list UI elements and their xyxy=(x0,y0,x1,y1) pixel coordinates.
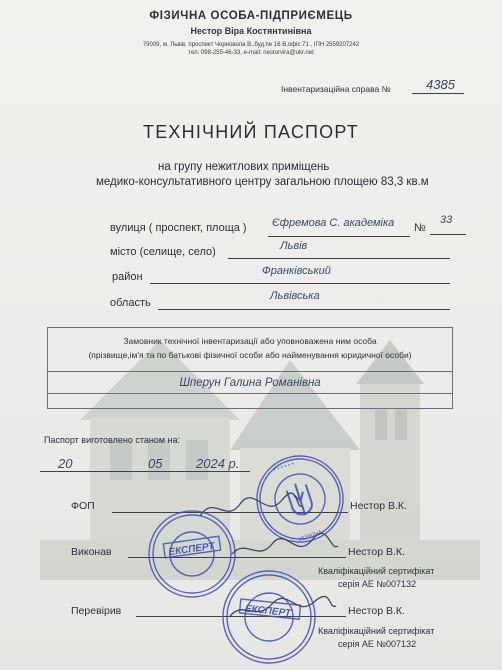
city-label: місто (селище, село) xyxy=(110,246,216,258)
customer-heading: Замовник технічної інвентаризації або уповноважена ним особа xyxy=(123,336,377,346)
inventory-number: 4385 xyxy=(426,77,455,92)
inventory-label: Інвентаризаційна справа № xyxy=(281,84,391,94)
checker-cert-1: Кваліфікаційний сертифікат xyxy=(318,626,435,636)
region-value: Львівська xyxy=(270,290,320,302)
firm-owner: Нестор Віра Костянтинівна xyxy=(190,26,312,36)
street-value: Єфремова С. академіка xyxy=(272,217,395,229)
document-subtitle-1: на групу нежитлових приміщень xyxy=(158,161,330,173)
customer-name-row xyxy=(48,371,452,394)
seal-text-top: • • • • • • xyxy=(273,461,295,474)
customer-name: Шперун Галина Романівна xyxy=(179,377,321,389)
street-underline xyxy=(268,236,410,237)
fop-name: Нестор В.К. xyxy=(350,500,407,512)
customer-header-row xyxy=(48,328,452,372)
customer-box xyxy=(47,327,453,409)
document-subtitle-2: медико-консультативного центру загальною площею 83,3 кв.м xyxy=(96,176,429,188)
executor-cert-2: серія АЕ №007132 xyxy=(338,579,417,589)
number-value: 33 xyxy=(440,214,453,226)
executor-label: Виконав xyxy=(71,546,112,558)
executor-cert-1: Кваліфікаційний сертифікат xyxy=(318,566,435,576)
date-year: 2024 р. xyxy=(196,456,240,471)
district-underline xyxy=(150,283,450,284)
checker-label: Перевірив xyxy=(71,605,122,617)
firm-address: 79009, м. Львів, проспект Чорновола В.,буд.№ 16 В,офіс 71 , ІПН 2559207242 xyxy=(142,42,360,48)
seal-country: УКРАЇНА xyxy=(297,529,324,544)
number-underline xyxy=(430,234,466,235)
region-label: область xyxy=(110,297,151,309)
street-label: вулиця ( проспект, площа ) xyxy=(110,222,247,234)
checker-cert-2: серія АЕ №007132 xyxy=(338,639,417,649)
executor-name: Нестор В.К. xyxy=(348,546,405,558)
fop-label: ФОП xyxy=(71,500,95,512)
date-underline xyxy=(40,471,250,472)
district-label: район xyxy=(112,271,143,283)
signature-checker xyxy=(226,592,338,626)
firm-title: ФІЗИЧНА ОСОБА-ПІДПРИЄМЕЦЬ xyxy=(149,10,353,22)
firm-contacts: тел. 098-255-46-33, e-mail: nestorvira@ukr.net xyxy=(188,50,314,56)
city-underline xyxy=(228,258,450,259)
prepared-label: Паспорт виготовлено станом на: xyxy=(44,435,180,445)
district-value: Франківський xyxy=(262,265,331,277)
expert-word-2: ЕКСПЕРТ xyxy=(244,603,292,620)
signature-executor xyxy=(230,532,340,566)
city-value: Львів xyxy=(280,240,308,252)
date-day: 20 xyxy=(58,456,73,471)
document-title: ТЕХНІЧНИЙ ПАСПОРТ xyxy=(143,122,359,142)
date-month: 05 xyxy=(148,456,163,471)
region-underline xyxy=(158,309,450,310)
inventory-underline xyxy=(412,93,464,94)
number-label: № xyxy=(414,222,426,234)
expert-word-1: ЕКСПЕРТ xyxy=(167,540,216,559)
customer-hint: (прізвище,ім'я та по батькові фізичної особи або найменування юридичної особи) xyxy=(88,350,412,360)
checker-name: Нестор В.К. xyxy=(348,605,405,617)
